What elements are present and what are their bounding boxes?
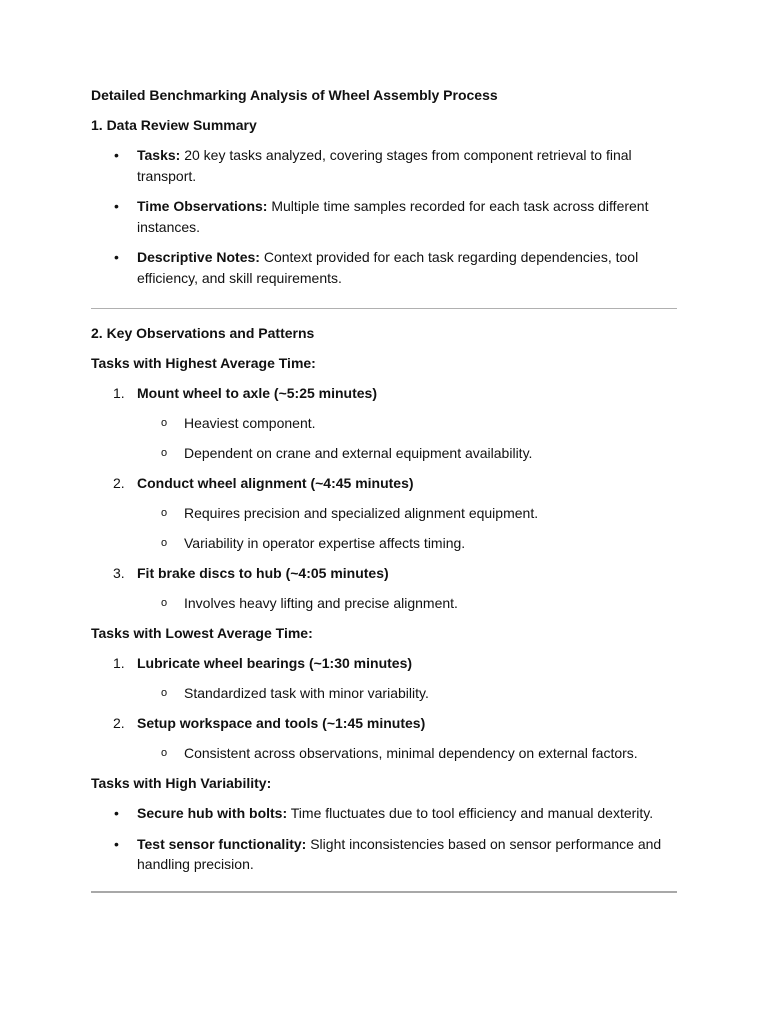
section-1-heading: 1. Data Review Summary [91, 117, 257, 133]
document-page [91, 85, 677, 893]
bullet-text: Time fluctuates due to tool efficiency and manual dexterity. [287, 805, 654, 821]
item-number: 2. [113, 715, 125, 731]
bullet-text: 20 key tasks analyzed, covering stages from component retrieval to final transport. [137, 147, 632, 184]
bullet-icon: • [114, 147, 119, 163]
bullet-text: Multiple time samples recorded for each task across different instances. [137, 198, 649, 235]
bullet-text: Slight inconsistencies based on sensor performance and handling precision. [137, 835, 662, 872]
list-item [91, 743, 677, 763]
circle-bullet-icon: o [161, 597, 168, 609]
circle-bullet-icon: o [161, 447, 168, 459]
task-label: Lubricate wheel bearings (~1:30 minutes) [137, 655, 413, 671]
item-number: 1. [113, 385, 125, 401]
list-item [91, 473, 677, 493]
list-item [91, 145, 677, 186]
item-number: 3. [113, 565, 125, 581]
task-label: Conduct wheel alignment (~4:45 minutes) [137, 475, 414, 491]
document-title: Detailed Benchmarking Analysis of Wheel Assembly Process [91, 87, 498, 103]
bullet-text: Context provided for each task regarding dependencies, tool efficiency, and skill requirements. [137, 249, 639, 286]
task-label: Fit brake discs to hub (~4:05 minutes) [137, 565, 389, 581]
bullet-icon: • [114, 835, 119, 852]
task-note: Involves heavy lifting and precise alignment. [184, 595, 458, 611]
high-variability-heading: Tasks with High Variability: [91, 775, 272, 791]
bullet-icon: • [114, 249, 119, 265]
list-item [91, 247, 677, 288]
list-item [91, 196, 677, 237]
list-item [91, 413, 677, 433]
list-item [91, 383, 677, 403]
circle-bullet-icon: o [161, 417, 168, 429]
task-label: Mount wheel to axle (~5:25 minutes) [137, 385, 377, 401]
list-item [91, 443, 677, 463]
task-note: Variability in operator expertise affects timing. [184, 535, 466, 551]
circle-bullet-icon: o [161, 537, 168, 549]
task-note: Standardized task with minor variability. [184, 685, 429, 701]
list-item [91, 503, 677, 523]
section-2-heading: 2. Key Observations and Patterns [91, 325, 315, 341]
divider [91, 308, 677, 309]
task-note: Dependent on crane and external equipment availability. [184, 445, 533, 461]
task-label: Setup workspace and tools (~1:45 minutes) [137, 715, 426, 731]
list-item [91, 803, 677, 824]
divider [91, 891, 677, 893]
item-number: 1. [113, 655, 125, 671]
task-note: Heaviest component. [184, 415, 316, 431]
bullet-label: Secure hub with bolts: [137, 805, 288, 821]
bullet-icon: • [114, 198, 119, 214]
bullet-icon: • [114, 805, 119, 821]
list-item [91, 533, 677, 553]
task-note: Consistent across observations, minimal dependency on external factors. [184, 745, 638, 761]
bullet-label: Tasks: [137, 147, 181, 163]
highest-time-heading: Tasks with Highest Average Time: [91, 355, 316, 371]
list-item [91, 593, 677, 613]
bullet-label: Test sensor functionality: [137, 835, 307, 852]
list-item [91, 653, 677, 673]
list-item [91, 683, 677, 703]
circle-bullet-icon: o [161, 687, 168, 699]
bullet-label: Descriptive Notes: [137, 249, 260, 265]
circle-bullet-icon: o [161, 507, 168, 519]
lowest-time-heading: Tasks with Lowest Average Time: [91, 625, 313, 641]
list-item [91, 713, 677, 733]
list-item [91, 834, 677, 875]
task-note: Requires precision and specialized alignment equipment. [184, 505, 539, 521]
list-item [91, 563, 677, 583]
circle-bullet-icon: o [161, 747, 168, 759]
item-number: 2. [113, 475, 125, 491]
bullet-label: Time Observations: [137, 198, 268, 214]
